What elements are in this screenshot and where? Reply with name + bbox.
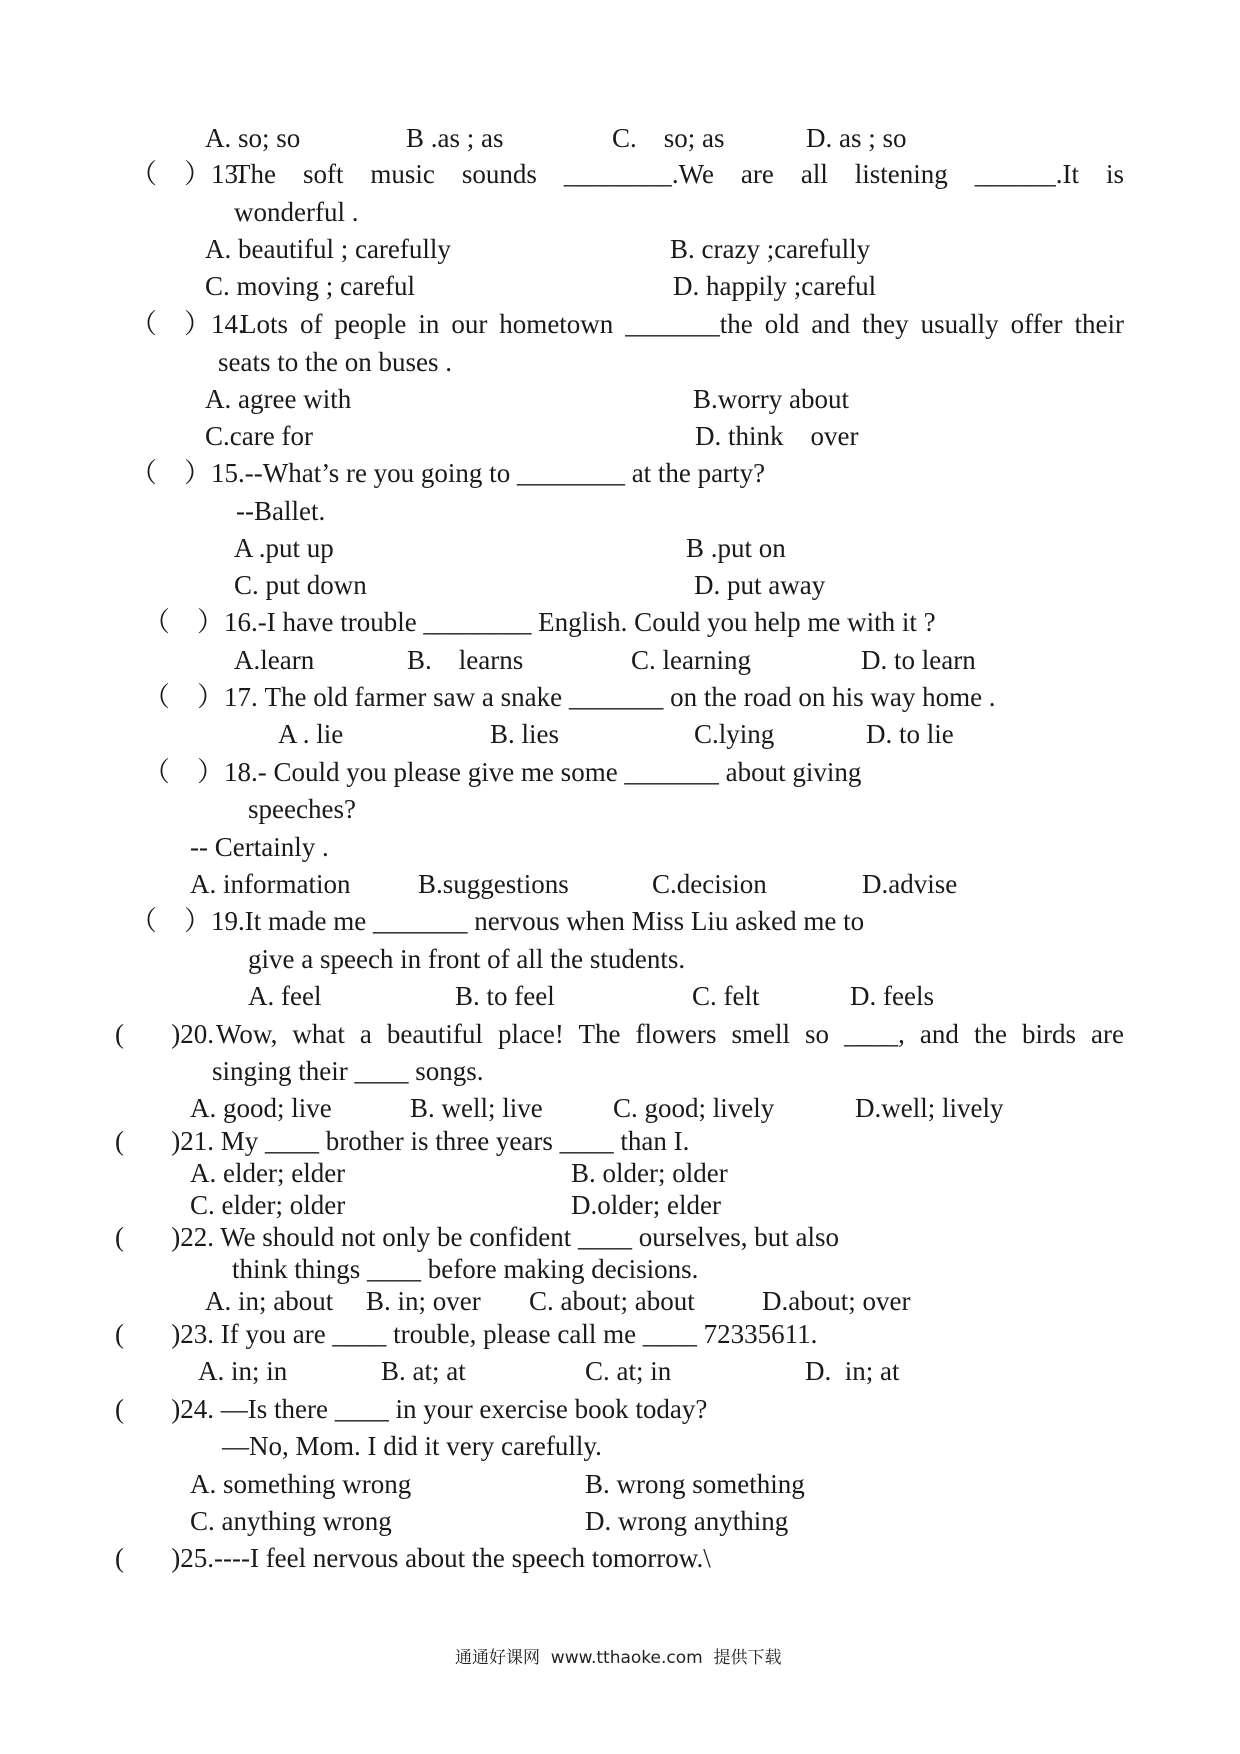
q19-stem: （ ）19.It made me _______ nervous when Miss Liu asked me to — [130, 906, 865, 936]
q16-option-d: D. to learn — [861, 645, 976, 675]
q23-option-d: D. in; at — [805, 1356, 900, 1386]
q18-reply: -- Certainly . — [190, 832, 329, 862]
q21-option-a: A. elder; elder — [190, 1158, 346, 1188]
q18-option-a: A. information — [190, 869, 351, 899]
q17-option-a: A . lie — [278, 719, 344, 749]
q21-stem: ( )21. My ____ brother is three years ____ than I. — [115, 1126, 690, 1156]
q15-option-b: B .put on — [686, 533, 786, 563]
q13-stem-line2: wonderful . — [234, 197, 359, 227]
q12-option-d: D. as ; so — [806, 123, 907, 153]
q16-stem: （ ）16.-I have trouble ________ English. Could you help me with it ? — [143, 607, 936, 637]
q14-option-d: D. think over — [695, 421, 859, 451]
q22-option-c: C. about; about — [529, 1286, 695, 1316]
q20-option-a: A. good; live — [190, 1093, 332, 1123]
q13-number: （ ）13. — [130, 159, 245, 189]
q13-option-d: D. happily ;careful — [673, 271, 877, 301]
q14-stem-line2: seats to the on buses . — [218, 347, 452, 377]
q15-option-a: A .put up — [234, 533, 334, 563]
q23-option-c: C. at; in — [585, 1356, 672, 1386]
q16-option-c: C. learning — [631, 645, 751, 675]
page-footer: 通通好课网 www.tthaoke.com 提供下载 — [455, 1648, 782, 1668]
q22-stem: ( )22. We should not only be confident ____ ourselves, but also — [115, 1222, 839, 1252]
q12-option-c: C. so; as — [612, 123, 725, 153]
q22-option-b: B. in; over — [366, 1286, 481, 1316]
q20-option-b: B. well; live — [410, 1093, 543, 1123]
q15-stem: （ ）15.--What’s re you going to ________ at the party? — [130, 458, 766, 488]
q22-option-d: D.about; over — [762, 1286, 911, 1316]
q19-stem-line2: give a speech in front of all the students. — [248, 944, 686, 974]
q19-option-d: D. feels — [850, 981, 934, 1011]
q15-option-c: C. put down — [234, 570, 367, 600]
q16-option-b: B. learns — [407, 645, 524, 675]
q24-option-b: B. wrong something — [585, 1469, 805, 1499]
q14-option-b: B.worry about — [693, 384, 849, 414]
q21-option-d: D.older; elder — [571, 1190, 721, 1220]
q12-option-b: B .as ; as — [406, 123, 504, 153]
q23-option-b: B. at; at — [381, 1356, 466, 1386]
q13-stem-line1: The soft music sounds ________.We are all listening ______.It is — [234, 159, 1124, 189]
q12-option-a: A. so; so — [205, 123, 301, 153]
q18-option-d: D.advise — [862, 869, 958, 899]
q14-option-c: C.care for — [205, 421, 313, 451]
q24-reply: —No, Mom. I did it very carefully. — [222, 1431, 602, 1461]
q15-reply: --Ballet. — [236, 496, 326, 526]
q20-stem-line1: Wow, what a beautiful place! The flowers smell so ____, and the birds are — [216, 1019, 1124, 1049]
q20-option-d: D.well; lively — [855, 1093, 1004, 1123]
q22-stem-line2: think things ____ before making decisions. — [232, 1254, 699, 1284]
q20-number: ( )20. — [115, 1019, 214, 1049]
q18-option-c: C.decision — [652, 869, 767, 899]
q23-stem: ( )23. If you are ____ trouble, please call me ____ 72335611. — [115, 1319, 818, 1349]
q17-stem: （ ）17. The old farmer saw a snake _______ on the road on his way home . — [143, 682, 996, 712]
q17-option-b: B. lies — [490, 719, 560, 749]
q13-option-a: A. beautiful ; carefully — [205, 234, 451, 264]
q19-option-a: A. feel — [248, 981, 322, 1011]
q21-option-c: C. elder; older — [190, 1190, 346, 1220]
q23-option-a: A. in; in — [198, 1356, 288, 1386]
q17-option-c: C.lying — [694, 719, 775, 749]
q24-option-c: C. anything wrong — [190, 1506, 392, 1536]
q15-option-d: D. put away — [694, 570, 826, 600]
q17-option-d: D. to lie — [866, 719, 954, 749]
q21-option-b: B. older; older — [571, 1158, 728, 1188]
q19-option-b: B. to feel — [455, 981, 555, 1011]
q24-option-a: A. something wrong — [190, 1469, 412, 1499]
q18-stem: （ ）18.- Could you please give me some _______ about giving — [143, 757, 862, 787]
q18-stem-line2: speeches? — [248, 794, 356, 824]
q25-stem: ( )25.----I feel nervous about the speech tomorrow.\ — [115, 1543, 711, 1573]
q14-stem-line1: Lots of people in our hometown _______the old and they usually offer their — [240, 309, 1124, 339]
q19-option-c: C. felt — [692, 981, 760, 1011]
q14-option-a: A. agree with — [205, 384, 352, 414]
q16-option-a: A.learn — [234, 645, 315, 675]
q18-option-b: B.suggestions — [418, 869, 569, 899]
q20-stem-line2: singing their ____ songs. — [212, 1056, 484, 1086]
q24-option-d: D. wrong anything — [585, 1506, 789, 1536]
q22-option-a: A. in; about — [205, 1286, 334, 1316]
q24-stem: ( )24. —Is there ____ in your exercise book today? — [115, 1394, 708, 1424]
q13-option-c: C. moving ; careful — [205, 271, 415, 301]
q13-option-b: B. crazy ;carefully — [670, 234, 871, 264]
q20-option-c: C. good; lively — [613, 1093, 775, 1123]
q14-number: （ ）14. — [130, 309, 245, 339]
